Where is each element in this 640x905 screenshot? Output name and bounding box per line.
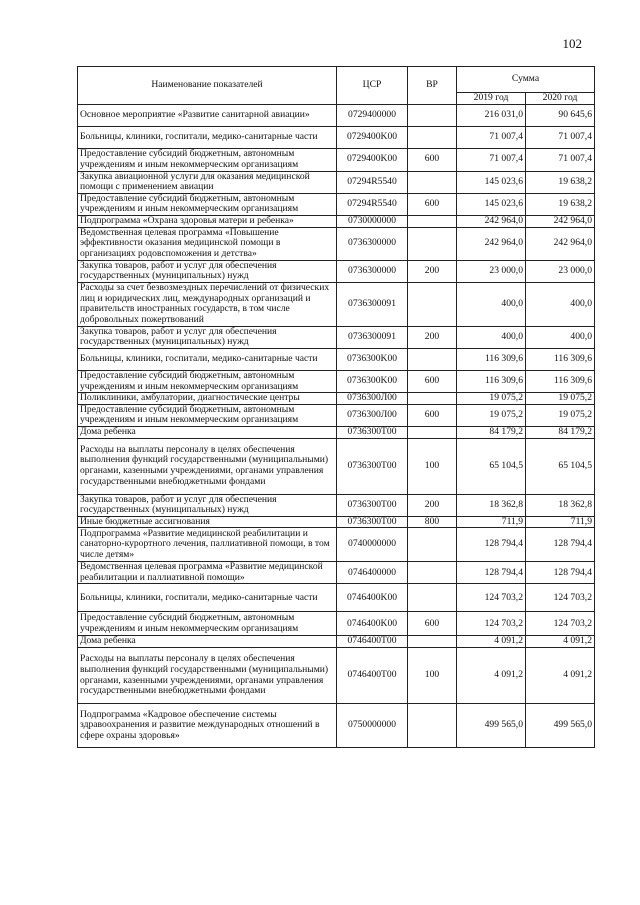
row-vr-cell — [408, 528, 457, 562]
row-csr-cell: 0729400K00 — [337, 148, 408, 171]
row-amount-2020-cell: 23 000,0 — [526, 260, 595, 282]
row-vr-cell — [408, 171, 457, 193]
row-name-cell: Больницы, клиники, госпитали, медико-санитарные части — [78, 126, 337, 148]
table-body — [78, 104, 595, 747]
row-vr-cell: 100 — [408, 648, 457, 704]
table-row — [78, 426, 595, 438]
row-name-cell: Ведомственная целевая программа «Повышение эффективности оказания медицинской помощи в организациях родовспоможения и детства» — [78, 227, 337, 260]
row-csr-cell: 0736300K00 — [337, 348, 408, 370]
row-amount-2019-cell: 19 075,2 — [457, 393, 526, 405]
table-row — [78, 348, 595, 370]
row-amount-2019-cell: 4 091,2 — [457, 648, 526, 704]
row-name-cell: Иные бюджетные ассигнования — [78, 516, 337, 528]
row-csr-cell: 07294R5540 — [337, 171, 408, 193]
row-name-cell: Предоставление субсидий бюджетным, автономным учреждениям и иным некоммерческим организациям — [78, 148, 337, 171]
row-vr-cell: 100 — [408, 438, 457, 494]
row-name-cell: Больницы, клиники, госпитали, медико-санитарные части — [78, 584, 337, 612]
row-vr-cell: 200 — [408, 494, 457, 516]
row-csr-cell: 0746400Т00 — [337, 636, 408, 648]
row-amount-2019-cell: 116 309,6 — [457, 370, 526, 392]
row-vr-cell — [408, 426, 457, 438]
row-name-cell: Дома ребенка — [78, 636, 337, 648]
row-amount-2019-cell: 71 007,4 — [457, 126, 526, 148]
table-header — [78, 67, 595, 105]
row-amount-2020-cell: 71 007,4 — [526, 126, 595, 148]
row-name-cell: Предоставление субсидий бюджетным, автономным учреждениям и иным некоммерческим организациям — [78, 612, 337, 636]
row-csr-cell: 0736300Т00 — [337, 494, 408, 516]
row-vr-cell — [408, 227, 457, 260]
row-name-cell: Подпрограмма «Развитие медицинской реабилитации и санаторно-курортного лечения, паллиативной помощи, в том числе детям» — [78, 528, 337, 562]
row-vr-cell: 600 — [408, 612, 457, 636]
table-row — [78, 370, 595, 392]
row-vr-cell: 600 — [408, 148, 457, 171]
table-row — [78, 104, 595, 126]
table-row — [78, 494, 595, 516]
row-csr-cell: 0736300Т00 — [337, 438, 408, 494]
row-name-cell: Предоставление субсидий бюджетным, автономным учреждениям и иным некоммерческим организациям — [78, 404, 337, 426]
table-row — [78, 636, 595, 648]
row-amount-2019-cell: 400,0 — [457, 282, 526, 326]
row-vr-cell — [408, 636, 457, 648]
row-name-cell: Подпрограмма «Охрана здоровья матери и ребенка» — [78, 215, 337, 227]
row-name-cell: Расходы на выплаты персоналу в целях обеспечения выполнения функций государственными (муниципальными) органами, казенными учреждениями, органами управления государственными внебюджетными фондами — [78, 648, 337, 704]
row-csr-cell: 0736300Л00 — [337, 393, 408, 405]
row-amount-2020-cell: 19 638,2 — [526, 193, 595, 215]
row-amount-2019-cell: 216 031,0 — [457, 104, 526, 126]
header-year-2019: 2019 год — [457, 93, 526, 105]
row-amount-2019-cell: 242 964,0 — [457, 215, 526, 227]
row-amount-2020-cell: 242 964,0 — [526, 227, 595, 260]
row-amount-2020-cell: 711,9 — [526, 516, 595, 528]
row-amount-2020-cell: 242 964,0 — [526, 215, 595, 227]
row-name-cell: Закупка товаров, работ и услуг для обеспечения государственных (муниципальных) нужд — [78, 260, 337, 282]
row-amount-2019-cell: 4 091,2 — [457, 636, 526, 648]
row-amount-2020-cell: 128 794,4 — [526, 528, 595, 562]
header-sum: Сумма — [457, 67, 595, 93]
row-vr-cell: 200 — [408, 260, 457, 282]
row-amount-2019-cell: 128 794,4 — [457, 528, 526, 562]
table-row — [78, 562, 595, 584]
row-csr-cell: 0736300Т00 — [337, 426, 408, 438]
row-vr-cell: 600 — [408, 404, 457, 426]
header-vr: ВР — [408, 67, 457, 105]
table-row — [78, 516, 595, 528]
row-vr-cell — [408, 282, 457, 326]
row-name-cell: Основное мероприятие «Развитие санитарной авиации» — [78, 104, 337, 126]
row-csr-cell: 0746400K00 — [337, 584, 408, 612]
row-vr-cell: 600 — [408, 370, 457, 392]
row-vr-cell: 200 — [408, 326, 457, 348]
row-name-cell: Расходы за счет безвозмездных перечислений от физических лиц и юридических лиц, международных организаций и правительств иностранных государств, в том числе добровольных пожертвований — [78, 282, 337, 326]
table-row — [78, 438, 595, 494]
row-amount-2020-cell: 19 075,2 — [526, 393, 595, 405]
row-csr-cell: 0736300Т00 — [337, 516, 408, 528]
row-amount-2020-cell: 4 091,2 — [526, 636, 595, 648]
row-name-cell: Дома ребенка — [78, 426, 337, 438]
row-vr-cell: 800 — [408, 516, 457, 528]
header-csr: ЦСР — [337, 67, 408, 105]
row-amount-2019-cell: 23 000,0 — [457, 260, 526, 282]
row-amount-2020-cell: 19 075,2 — [526, 404, 595, 426]
row-amount-2019-cell: 18 362,8 — [457, 494, 526, 516]
row-csr-cell: 0730000000 — [337, 215, 408, 227]
table-row — [78, 528, 595, 562]
row-vr-cell: 600 — [408, 193, 457, 215]
row-csr-cell: 0729400000 — [337, 104, 408, 126]
row-amount-2020-cell: 18 362,8 — [526, 494, 595, 516]
table-row — [78, 393, 595, 405]
row-name-cell: Поликлиники, амбулатории, диагностические центры — [78, 393, 337, 405]
table-row — [78, 404, 595, 426]
row-amount-2019-cell: 242 964,0 — [457, 227, 526, 260]
row-amount-2020-cell: 116 309,6 — [526, 348, 595, 370]
row-vr-cell — [408, 562, 457, 584]
table-row — [78, 148, 595, 171]
table-row — [78, 326, 595, 348]
row-amount-2019-cell: 84 179,2 — [457, 426, 526, 438]
budget-table — [77, 66, 595, 748]
table-row — [78, 227, 595, 260]
row-vr-cell — [408, 215, 457, 227]
row-csr-cell: 0740000000 — [337, 528, 408, 562]
row-amount-2019-cell: 128 794,4 — [457, 562, 526, 584]
row-amount-2020-cell: 499 565,0 — [526, 704, 595, 748]
row-amount-2020-cell: 90 645,6 — [526, 104, 595, 126]
row-name-cell: Больницы, клиники, госпитали, медико-санитарные части — [78, 348, 337, 370]
row-amount-2019-cell: 145 023,6 — [457, 193, 526, 215]
row-amount-2019-cell: 19 075,2 — [457, 404, 526, 426]
row-amount-2020-cell: 116 309,6 — [526, 370, 595, 392]
row-amount-2020-cell: 400,0 — [526, 326, 595, 348]
row-name-cell: Расходы на выплаты персоналу в целях обеспечения выполнения функций государственными (муниципальными) органами, казенными учреждениями, органами управления государственными внебюджетными фондами — [78, 438, 337, 494]
row-csr-cell: 0746400K00 — [337, 612, 408, 636]
row-amount-2019-cell: 124 703,2 — [457, 584, 526, 612]
row-name-cell: Предоставление субсидий бюджетным, автономным учреждениям и иным некоммерческим организациям — [78, 370, 337, 392]
table-row — [78, 584, 595, 612]
row-amount-2019-cell: 499 565,0 — [457, 704, 526, 748]
table-row — [78, 704, 595, 748]
table-row — [78, 648, 595, 704]
row-csr-cell: 07294R5540 — [337, 193, 408, 215]
row-amount-2019-cell: 116 309,6 — [457, 348, 526, 370]
row-amount-2020-cell: 71 007,4 — [526, 148, 595, 171]
row-csr-cell: 0746400000 — [337, 562, 408, 584]
row-name-cell: Подпрограмма «Кадровое обеспечение системы здравоохранения и развитие международных отношений в сфере охраны здоровья» — [78, 704, 337, 748]
row-name-cell: Закупка товаров, работ и услуг для обеспечения государственных (муниципальных) нужд — [78, 326, 337, 348]
table-row — [78, 171, 595, 193]
row-amount-2019-cell: 71 007,4 — [457, 148, 526, 171]
row-vr-cell — [408, 393, 457, 405]
header-year-2020: 2020 год — [526, 93, 595, 105]
header-row — [78, 67, 595, 93]
row-vr-cell — [408, 348, 457, 370]
row-vr-cell — [408, 104, 457, 126]
row-name-cell: Закупка товаров, работ и услуг для обеспечения государственных (муниципальных) нужд — [78, 494, 337, 516]
row-csr-cell: 0736300000 — [337, 227, 408, 260]
table-row — [78, 612, 595, 636]
row-amount-2020-cell: 124 703,2 — [526, 612, 595, 636]
row-csr-cell: 0746400Т00 — [337, 648, 408, 704]
row-amount-2020-cell: 400,0 — [526, 282, 595, 326]
page-number: 102 — [562, 36, 582, 51]
row-amount-2019-cell: 711,9 — [457, 516, 526, 528]
row-csr-cell: 0736300091 — [337, 282, 408, 326]
row-csr-cell: 0736300Л00 — [337, 404, 408, 426]
row-csr-cell: 0750000000 — [337, 704, 408, 748]
row-csr-cell: 0736300000 — [337, 260, 408, 282]
row-csr-cell: 0736300091 — [337, 326, 408, 348]
row-amount-2019-cell: 400,0 — [457, 326, 526, 348]
row-amount-2019-cell: 124 703,2 — [457, 612, 526, 636]
row-amount-2019-cell: 145 023,6 — [457, 171, 526, 193]
row-name-cell: Ведомственная целевая программа «Развитие медицинской реабилитации и паллиативной помощи» — [78, 562, 337, 584]
table-row — [78, 260, 595, 282]
table-row — [78, 215, 595, 227]
table-row — [78, 282, 595, 326]
row-amount-2020-cell: 128 794,4 — [526, 562, 595, 584]
row-csr-cell: 0729400K00 — [337, 126, 408, 148]
row-name-cell: Предоставление субсидий бюджетным, автономным учреждениям и иным некоммерческим организациям — [78, 193, 337, 215]
row-amount-2020-cell: 84 179,2 — [526, 426, 595, 438]
row-name-cell: Закупка авиационной услуги для оказания медицинской помощи с применением авиации — [78, 171, 337, 193]
row-amount-2020-cell: 19 638,2 — [526, 171, 595, 193]
row-amount-2020-cell: 124 703,2 — [526, 584, 595, 612]
row-amount-2020-cell: 65 104,5 — [526, 438, 595, 494]
row-vr-cell — [408, 704, 457, 748]
row-csr-cell: 0736300K00 — [337, 370, 408, 392]
row-vr-cell — [408, 126, 457, 148]
row-amount-2019-cell: 65 104,5 — [457, 438, 526, 494]
header-name: Наименование показателей — [78, 67, 337, 105]
table-row — [78, 126, 595, 148]
row-vr-cell — [408, 584, 457, 612]
row-amount-2020-cell: 4 091,2 — [526, 648, 595, 704]
table-row — [78, 193, 595, 215]
